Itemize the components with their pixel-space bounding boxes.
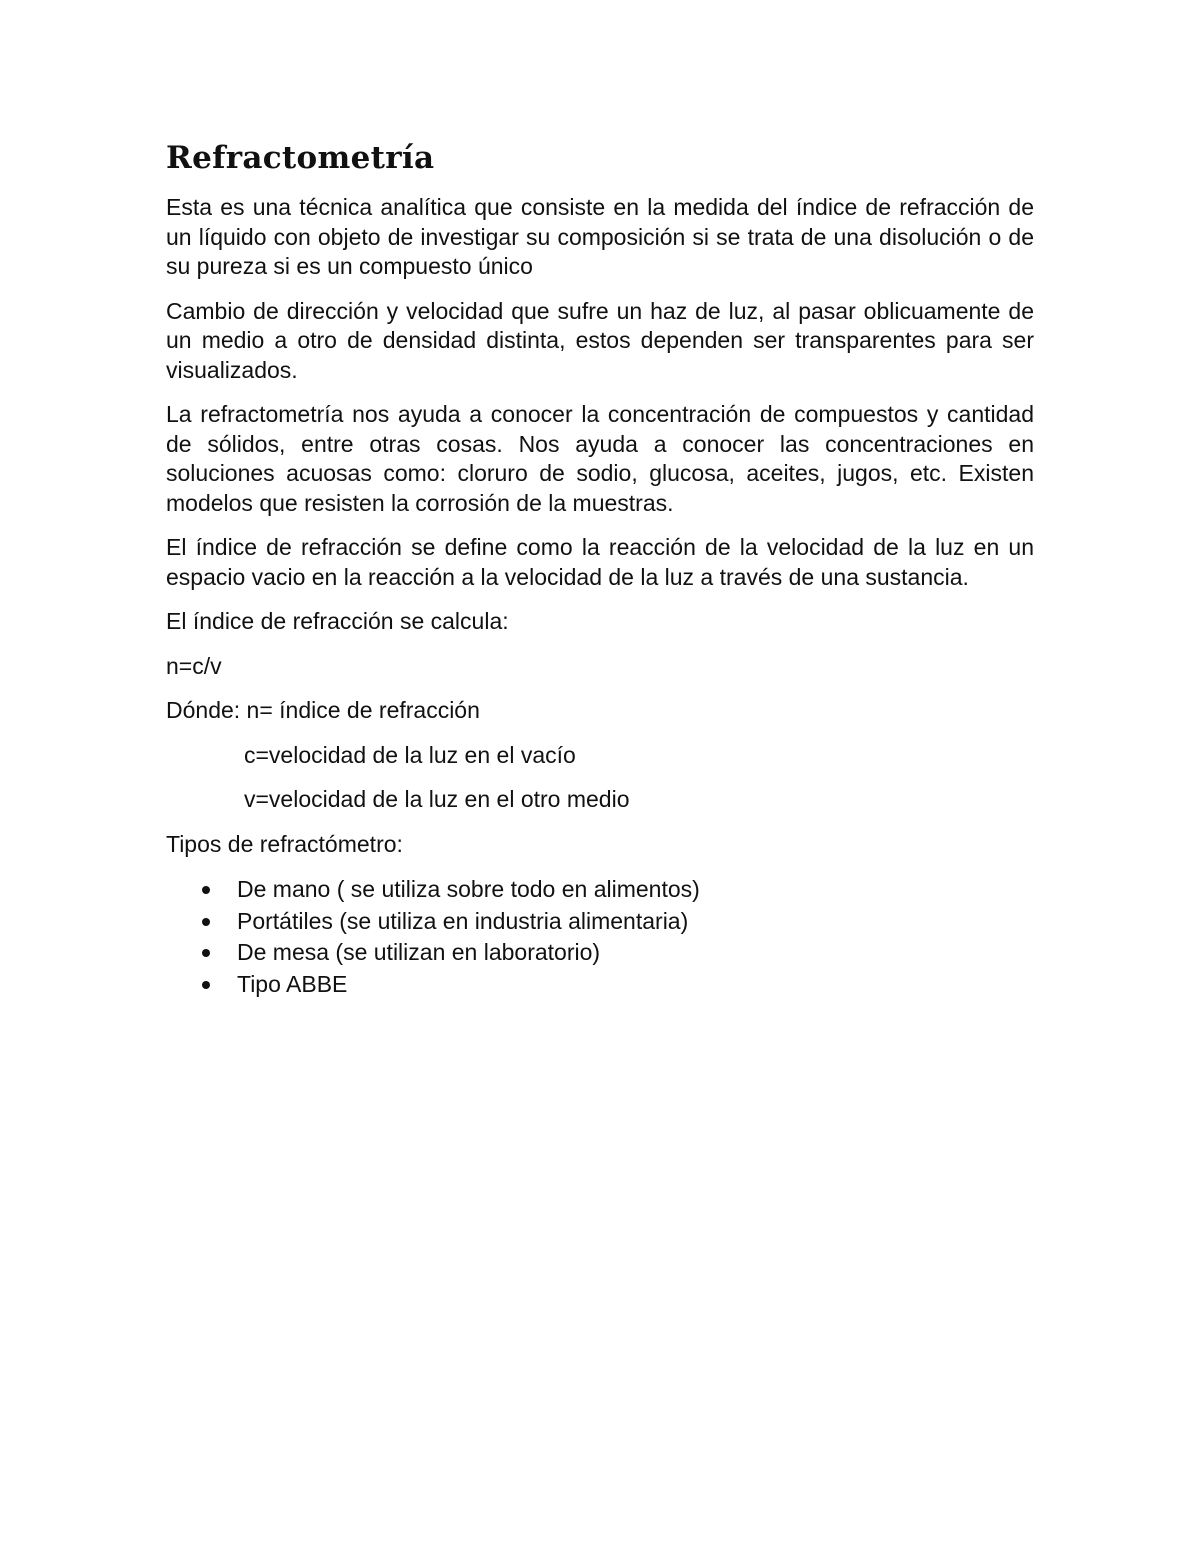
list-item (166, 906, 1034, 938)
bullet-icon (202, 886, 210, 894)
list-item (166, 969, 1034, 1001)
document-body (166, 138, 1034, 1000)
bullet-icon (202, 981, 210, 989)
paragraph-index-definition: El índice de refracción se define como la reacción de la velocidad de la luz en un espacio vacio en la reacción a la velocidad de la luz a través de una sustancia. (166, 534, 1034, 590)
list-item-text: De mano ( se utiliza sobre todo en alimentos) (237, 876, 700, 902)
list-item (166, 874, 1034, 906)
definition-c: c=velocidad de la luz en el vacío (244, 741, 576, 768)
types-heading: Tipos de refractómetro: (166, 830, 403, 857)
formula: n=c/v (166, 652, 222, 679)
bullet-icon (202, 949, 210, 957)
bullet-icon (202, 918, 210, 926)
paragraph-definition: Esta es una técnica analítica que consiste en la medida del índice de refracción de un líquido con objeto de investigar su composición si se trata de una disolución o de su pureza si es un compuesto único (166, 194, 1034, 279)
list-item (166, 937, 1034, 969)
formula-intro: El índice de refracción se calcula: (166, 608, 509, 634)
paragraph-refraction: Cambio de dirección y velocidad que sufre un haz de luz, al pasar oblicuamente de un medio a otro de densidad distinta, estos dependen ser transparentes para ser visualizados. (166, 297, 1034, 383)
list-item-text: Portátiles (se utiliza en industria alimentaria) (237, 907, 689, 934)
paragraph-applications: La refractometría nos ayuda a conocer la concentración de compuestos y cantidad de sólidos, entre otras cosas. Nos ayuda a conocer las concentraciones en soluciones acuosas como: cloruro de sodio, glucosa, aceites, jugos, etc. Existen modelos que resisten la corrosión de la muestras. (166, 401, 1034, 516)
definition-v: v=velocidad de la luz en el otro medio (244, 786, 630, 812)
where-line: Dónde: n= índice de refracción (166, 697, 480, 723)
list-item-text: De mesa (se utilizan en laboratorio) (237, 939, 601, 965)
document-title: Refractometría (166, 140, 435, 176)
types-list (166, 874, 1034, 1000)
list-item-text: Tipo ABBE (237, 970, 348, 997)
